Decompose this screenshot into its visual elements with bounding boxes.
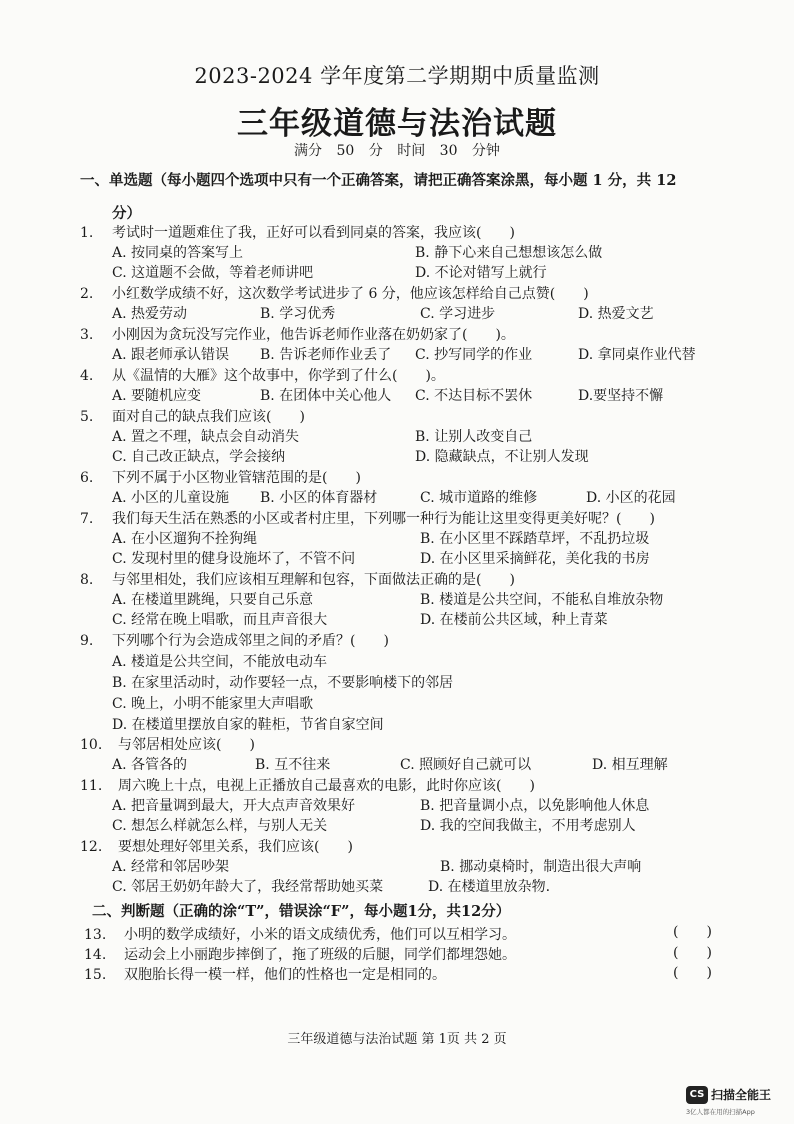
- answer-blank[interactable]: ( ): [673, 965, 712, 981]
- question-number: 14.: [84, 947, 107, 963]
- question-number: 5.: [80, 409, 94, 425]
- question-number: 1.: [80, 225, 94, 241]
- option-d: D. 小区的花园: [586, 490, 676, 506]
- option-a: A. 跟老师承认错误: [112, 347, 230, 363]
- section1-heading-cont: 分）: [112, 205, 141, 222]
- option-b: B. 静下心来自己想想该怎么做: [415, 245, 603, 261]
- option-c: C. 晚上，小明不能家里大声唱歌: [112, 696, 314, 712]
- statement-text: 双胞胎长得一模一样，他们的性格也一定是相同的。: [124, 967, 446, 983]
- option-a: A. 经常和邻居吵架: [112, 859, 230, 875]
- question-stem: 与邻里相处，我们应该相互理解和包容，下面做法正确的是( ): [112, 572, 515, 588]
- option-c: C. 自己改正缺点，学会接纳: [112, 449, 286, 465]
- question-number: 9.: [80, 633, 94, 649]
- option-a: A. 在楼道里跳绳，只要自己乐意: [112, 592, 314, 608]
- option-c: C. 经常在晚上唱歌，而且声音很大: [112, 612, 328, 628]
- option-d: D. 在楼道里放杂物.: [428, 879, 551, 895]
- option-d: D. 我的空间我做主，不用考虑别人: [420, 818, 636, 834]
- option-b: B. 让别人改变自己: [415, 429, 533, 445]
- question-number: 6.: [80, 470, 94, 486]
- question-number: 13.: [84, 927, 107, 943]
- option-b: B. 把音量调小点，以免影响他人休息: [420, 798, 650, 814]
- option-d: D.要坚持不懈: [578, 388, 664, 404]
- watermark-tagline: 3亿人都在用的扫描App: [686, 1108, 755, 1116]
- question-number: 2.: [80, 286, 94, 302]
- option-c: C. 学习进步: [420, 306, 496, 322]
- option-d: D. 在楼道里摆放自家的鞋柜，节省自家空间: [112, 717, 384, 733]
- option-b: B. 在团体中关心他人: [260, 388, 392, 404]
- option-d: D. 拿同桌作业代替: [578, 347, 696, 363]
- option-a: A. 要随机应变: [112, 388, 202, 404]
- option-c: C. 照顾好自己就可以: [400, 757, 532, 773]
- score-time-info: 满分 50 分 时间 30 分钟: [294, 143, 500, 159]
- option-b: B. 小区的体育器材: [260, 490, 378, 506]
- option-b: B. 互不往来: [255, 757, 331, 773]
- question-stem: 周六晚上十点，电视上正播放自己最喜欢的电影，此时你应该( ): [118, 778, 535, 794]
- section2-heading: 二、判断题（正确的涂“T”，错误涂“F”，每小题1分，共12分）: [92, 903, 511, 920]
- option-a: A. 在小区遛狗不拴狗绳: [112, 531, 258, 547]
- question-stem: 与邻居相处应该( ): [118, 737, 255, 753]
- option-c: C. 邻居王奶奶年龄大了，我经常帮助她买菜: [112, 879, 384, 895]
- question-number: 12.: [80, 839, 103, 855]
- question-stem: 要想处理好邻里关系，我们应该( ): [118, 839, 353, 855]
- option-a: A. 各管各的: [112, 757, 188, 773]
- option-c: C. 这道题不会做，等着老师讲吧: [112, 265, 314, 281]
- question-number: 15.: [84, 967, 107, 983]
- option-c: C. 不达目标不罢休: [415, 388, 533, 404]
- question-stem: 下列哪个行为会造成邻里之间的矛盾？( ): [112, 633, 389, 649]
- option-d: D. 相互理解: [592, 757, 668, 773]
- question-number: 7.: [80, 511, 94, 527]
- question-number: 3.: [80, 327, 94, 343]
- option-d: D. 不论对错写上就行: [415, 265, 547, 281]
- question-stem: 考试时一道题难住了我，正好可以看到同桌的答案，我应该( ): [112, 225, 515, 241]
- option-c: C. 抄写同学的作业: [415, 347, 533, 363]
- option-a: A. 热爱劳动: [112, 306, 188, 322]
- statement-text: 运动会上小丽跑步摔倒了，拖了班级的后腿，同学们都埋怨她。: [124, 947, 516, 963]
- question-stem: 小刚因为贪玩没写完作业，他告诉老师作业落在奶奶家了( )。: [112, 327, 515, 343]
- question-number: 8.: [80, 572, 94, 588]
- option-c: C. 城市道路的维修: [420, 490, 538, 506]
- option-b: B. 在家里活动时，动作要轻一点，不要影响楼下的邻居: [112, 675, 454, 691]
- option-d: D. 在小区里采摘鲜花，美化我的书房: [420, 551, 650, 567]
- option-b: B. 在小区里不踩踏草坪，不乱扔垃圾: [420, 531, 650, 547]
- option-a: A. 小区的儿童设施: [112, 490, 230, 506]
- option-c: C. 发现村里的健身设施坏了，不管不问: [112, 551, 356, 567]
- option-c: C. 想怎么样就怎么样，与别人无关: [112, 818, 328, 834]
- question-number: 10.: [80, 737, 103, 753]
- scanner-watermark: [686, 1086, 786, 1120]
- question-stem: 下列不属于小区物业管辖范围的是( ): [112, 470, 361, 486]
- option-d: D. 在楼前公共区域，种上青菜: [420, 612, 608, 628]
- camscanner-logo-icon: CS: [686, 1086, 708, 1104]
- option-d: D. 隐藏缺点，不让别人发现: [415, 449, 589, 465]
- question-stem: 我们每天生活在熟悉的小区或者村庄里，下列哪一种行为能让这里变得更美好呢？( ): [112, 511, 655, 527]
- option-b: B. 学习优秀: [260, 306, 336, 322]
- statement-text: 小明的数学成绩好，小米的语文成绩优秀，他们可以互相学习。: [124, 927, 516, 943]
- question-stem: 面对自己的缺点我们应该( ): [112, 409, 305, 425]
- answer-blank[interactable]: ( ): [673, 945, 712, 961]
- exam-term-title: 2023-2024 学年度第二学期期中质量监测: [194, 64, 600, 88]
- exam-subject-title: 三年级道德与法治试题: [237, 106, 557, 142]
- page-footer: 三年级道德与法治试题 第 1页 共 2 页: [287, 1032, 507, 1047]
- option-a: A. 按同桌的答案写上: [112, 245, 244, 261]
- answer-blank[interactable]: ( ): [673, 924, 712, 940]
- question-number: 11.: [80, 778, 103, 794]
- question-stem: 小红数学成绩不好，这次数学考试进步了 6 分，他应该怎样给自己点赞( ): [112, 286, 589, 302]
- option-b: B. 楼道是公共空间，不能私自堆放杂物: [420, 592, 664, 608]
- option-a: A. 楼道是公共空间，不能放电动车: [112, 654, 328, 670]
- option-d: D. 热爱文艺: [578, 306, 654, 322]
- option-a: A. 把音量调到最大，开大点声音效果好: [112, 798, 356, 814]
- option-b: B. 挪动桌椅时，制造出很大声响: [440, 859, 642, 875]
- question-stem: 从《温情的大雁》这个故事中，你学到了什么( )。: [112, 368, 445, 384]
- option-b: B. 告诉老师作业丢了: [260, 347, 392, 363]
- option-a: A. 置之不理，缺点会自动消失: [112, 429, 300, 445]
- section1-heading: 一、单选题（每小题四个选项中只有一个正确答案，请把正确答案涂黑，每小题 1 分，共 12: [80, 172, 677, 189]
- question-number: 4.: [80, 368, 94, 384]
- watermark-app-name: 扫描全能王: [711, 1088, 772, 1102]
